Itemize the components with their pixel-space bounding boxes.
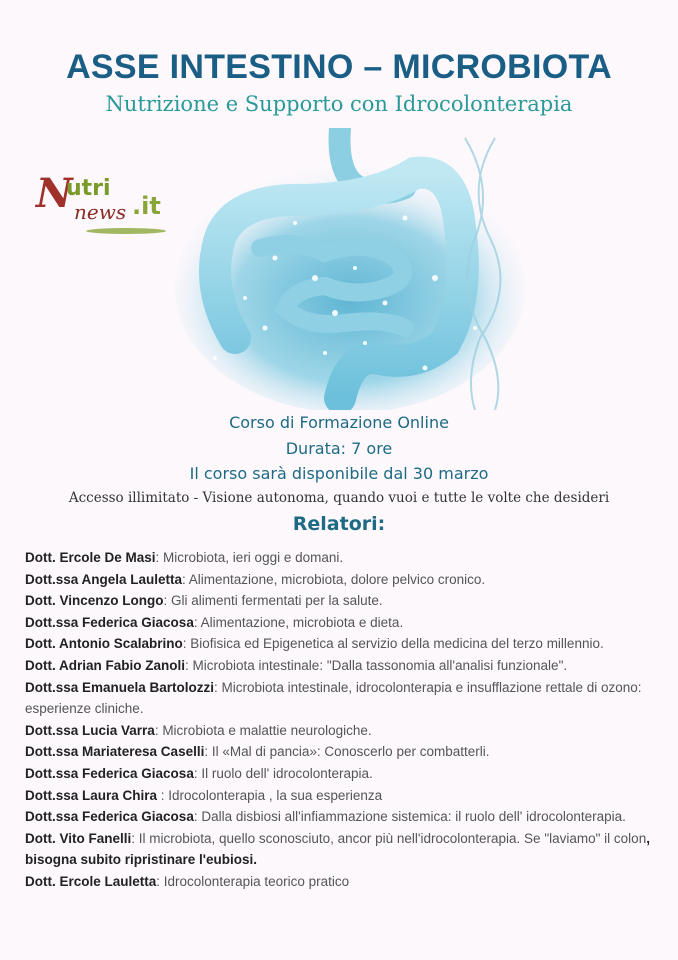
speaker-topic: : Alimentazione, microbiota e dieta. [193, 614, 404, 630]
speaker-name: Dott. Antonio Scalabrino [25, 636, 183, 652]
intestine-icon [175, 128, 525, 410]
course-access: Accesso illimitato - Visione autonoma, quando vuoi e tutte le volte che desideri [68, 490, 610, 506]
speaker-topic: : Il microbiota, quello sconosciuto, ancor più nell'idrocolonterapia. Se "laviamo" il colon [131, 830, 647, 846]
speaker-topic: : Alimentazione, microbiota, dolore pelvico cronico. [182, 571, 486, 587]
speaker-name: Dott. Ercole De Masi [25, 550, 156, 565]
speaker-name: Dott. Vito Fanelli [25, 830, 132, 846]
speaker-row [25, 785, 665, 807]
course-availability: Il corso sarà disponibile dal 30 marzo [189, 464, 489, 483]
speaker-name: Dott. Adrian Fabio Zanoli [25, 657, 185, 673]
speaker-topic: : Microbiota, ieri oggi e domani. [155, 550, 344, 565]
speaker-name: Dott.ssa Angela Lauletta [25, 571, 183, 587]
page-title: ASSE INTESTINO – MICROBIOTA [66, 48, 612, 86]
logo-utri: utri [66, 176, 111, 201]
speaker-row [25, 655, 665, 677]
speakers-list [25, 547, 665, 893]
logo-it: .it [132, 192, 161, 220]
speaker-topic: : Idrocolonterapia teorico pratico [156, 873, 350, 889]
speaker-topic: : Gli alimenti fermentati per la salute. [163, 593, 383, 609]
speaker-row [25, 741, 665, 763]
speaker-topic: : Idrocolonterapia , la sua esperienza [157, 787, 383, 803]
speaker-row [25, 612, 665, 634]
speaker-name: Dott.ssa Emanuela Bartolozzi [25, 679, 215, 695]
speaker-row [25, 720, 665, 742]
speaker-topic: : Microbiota intestinale: "Dalla tassonomia all'analisi funzionale". [185, 657, 568, 673]
page-subtitle: Nutrizione e Supporto con Idrocolonterapia [105, 92, 573, 116]
logo-news: news [74, 200, 127, 224]
speaker-name: Dott.ssa Federica Giacosa [25, 809, 194, 825]
speaker-row [25, 569, 665, 591]
speaker-row [25, 677, 665, 720]
speaker-row [25, 547, 665, 569]
course-type: Corso di Formazione Online [229, 413, 449, 432]
nutrinews-logo [36, 170, 176, 240]
speaker-topic: : Il «Mal di pancia»: Conoscerlo per combatterli. [204, 744, 490, 760]
speaker-row [25, 828, 665, 871]
speaker-name: Dott. Ercole Lauletta [25, 873, 157, 889]
speaker-row [25, 871, 665, 893]
speaker-name: Dott.ssa Federica Giacosa [25, 765, 194, 781]
speaker-name: Dott.ssa Laura Chira [25, 787, 158, 803]
speaker-topic: : Dalla disbiosi all'infiammazione sistemica: il ruolo dell' idrocolonterapia. [193, 809, 626, 825]
speaker-row [25, 806, 665, 828]
speaker-topic-bold: , bisogna subito ripristinare l'eubiosi. [25, 830, 650, 868]
speaker-row [25, 590, 665, 612]
course-duration: Durata: 7 ore [285, 439, 393, 458]
speakers-heading: Relatori: [292, 513, 386, 535]
speaker-name: Dott. Vincenzo Longo [25, 593, 164, 609]
speaker-row [25, 633, 665, 655]
speaker-topic: : Biofisica ed Epigenetica al servizio della medicina del terzo millennio. [182, 636, 604, 652]
hero-intestine-illustration [175, 128, 525, 410]
speaker-row [25, 763, 665, 785]
speaker-topic: : Microbiota e malattie neurologiche. [154, 722, 372, 738]
speaker-topic: : Microbiota intestinale, idrocolonterapia e insufflazione rettale di ozono: esperienze cliniche. [25, 679, 642, 717]
logo-letter-n: N [36, 170, 73, 217]
logo-swoosh-icon [86, 228, 166, 234]
speaker-name: Dott.ssa Mariateresa Caselli [25, 744, 205, 760]
speaker-topic: : Il ruolo dell' idrocolonterapia. [193, 765, 373, 781]
speaker-name: Dott.ssa Lucia Varra [25, 722, 155, 738]
speaker-name: Dott.ssa Federica Giacosa [25, 614, 194, 630]
